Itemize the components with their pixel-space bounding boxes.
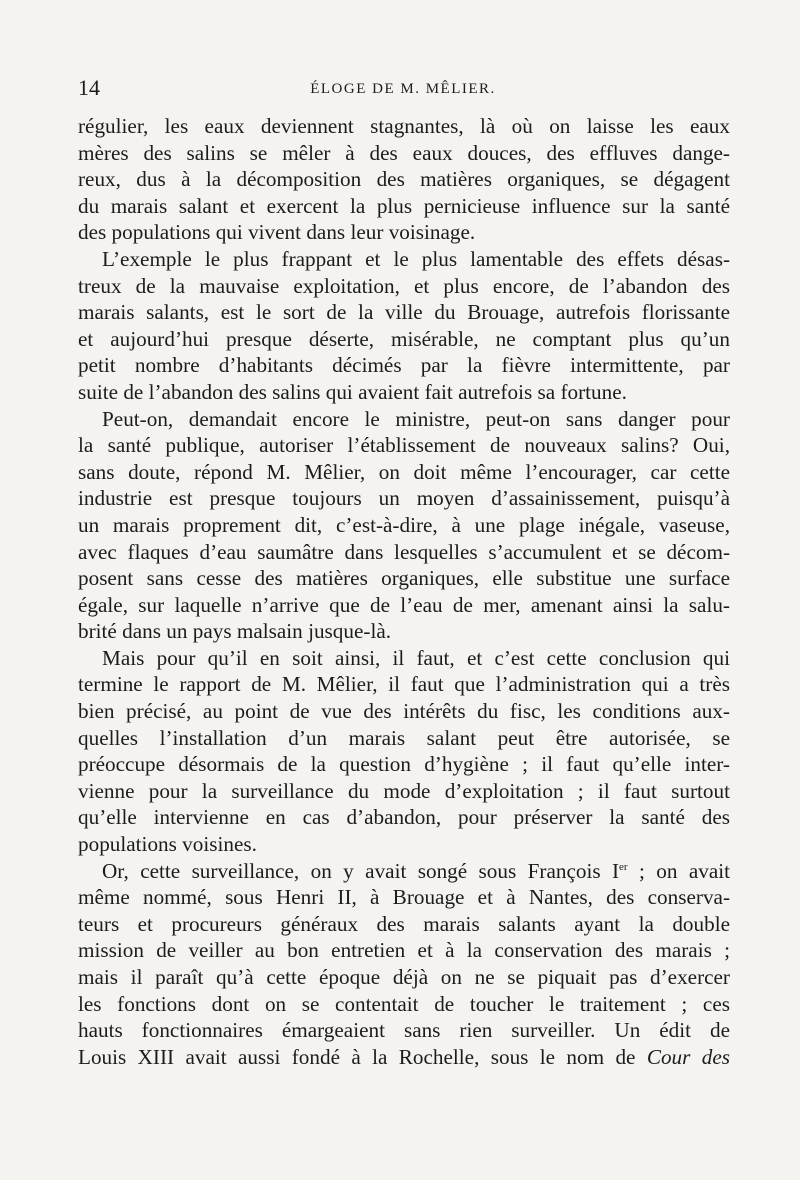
text-line-content: Or, cette surveillance, on y avait songé sous François I [102,858,620,883]
text-line [78,219,730,246]
body-text [78,113,730,1070]
text-line [78,352,730,379]
text-line [78,671,730,698]
text-line [78,113,730,140]
text-line-content: Louis XIII avait aussi fondé à la Rochelle, sous le nom de [78,1044,647,1069]
text-line-continuation: ; on avait [627,858,730,883]
text-line [78,698,730,725]
text-line [78,884,730,911]
text-line-content: la santé publique, autoriser l’établissement de nouveaux salins? Oui, [78,433,730,458]
text-line [78,459,730,486]
text-line [78,804,730,831]
italic-text: Cour des [646,1044,731,1069]
text-line [78,326,730,353]
text-line-content: sans doute, répond M. Mêlier, on doit même l’encourager, car cette [78,459,730,484]
text-line [78,140,730,167]
text-line-content: et aujourd’hui presque déserte, misérable, ne comptant plus qu’un [78,326,730,351]
text-line-content: vienne pour la surveillance du mode d’exploitation ; il faut surtout [78,778,730,803]
text-line-content: reux, dus à la décomposition des matières organiques, se dégagent [78,167,730,192]
superscript: er [619,860,628,873]
text-line [78,645,730,672]
text-line-content: marais salants, est le sort de la ville du Brouage, autrefois florissante [78,300,730,325]
text-line [78,539,730,566]
text-line-content: brité dans un pays malsain jusque-là. [78,619,392,644]
text-line [78,512,730,539]
text-line-content: même nommé, sous Henri II, à Brouage et à Nantes, des conserva- [78,885,730,910]
text-line-content: mais il paraît qu’à cette époque déjà on ne se piquait pas d’exercer [78,965,730,989]
text-line-content: qu’elle intervienne en cas d’abandon, pour préserver la santé des [78,805,730,830]
text-line-content: populations voisines. [78,832,257,857]
text-line [78,273,730,300]
text-line [78,432,730,459]
text-line [78,1017,730,1044]
text-line-content: L’exemple le plus frappant et le plus lamentable des effets désas- [102,246,730,271]
text-line-content: mères des salins se mêler à des eaux douces, des effluves dange- [78,140,730,165]
text-line-content: Peut-on, demandait encore le ministre, peut-on sans danger pour [102,406,730,431]
text-line-content: un marais proprement dit, c’est-à-dire, à une plage inégale, vaseuse, [78,512,730,537]
text-line [78,166,730,193]
text-line [78,618,730,645]
text-line-content: mission de veiller au bon entretien et à la conservation des marais ; [78,938,730,963]
text-line-content: treux de la mauvaise exploitation, et plus encore, de l’abandon des [78,273,730,298]
text-line-content: hauts fonctionnaires émargeaient sans rien surveiller. Un édit de [78,1018,730,1043]
text-line-content: du marais salant et exercent la plus pernicieuse influence sur la santé [78,193,730,218]
text-line [78,246,730,273]
text-line [78,592,730,619]
text-line [78,751,730,778]
text-line [78,778,730,805]
text-line-content: termine le rapport de M. Mêlier, il faut que l’administration qui a très [78,672,730,697]
page-header [78,74,728,102]
text-line [78,858,730,885]
text-line-content: les fonctions dont on se contentait de toucher le traitement ; ces [78,991,730,1016]
text-line [78,193,730,220]
page-number: 14 [78,75,100,100]
text-line-content: industrie est presque toujours un moyen d’assainissement, puisqu’à [78,486,730,511]
text-line [78,379,730,406]
running-title: ÉLOGE DE M. MÊLIER. [310,81,496,97]
text-line [78,991,730,1018]
text-line [78,565,730,592]
text-line [78,964,730,991]
text-line-content: bien précisé, au point de vue des intérêts du fisc, les conditions aux- [78,699,730,724]
text-line-content: des populations qui vivent dans leur voisinage. [78,220,476,245]
text-line [78,406,730,433]
text-line-content: égale, sur laquelle n’arrive que de l’eau de mer, amenant ainsi la salu- [78,592,730,617]
text-line-content: préoccupe désormais de la question d’hygiène ; il faut qu’elle inter- [78,752,730,777]
text-line [78,1044,730,1071]
text-line-content: suite de l’abandon des salins qui avaient fait autrefois sa fortune. [78,379,627,404]
text-line [78,911,730,938]
text-line-content: quelles l’installation d’un marais salant peut être autorisée, se [78,725,730,750]
text-line-content: posent sans cesse des matières organiques, elle substitue une surface [78,566,730,591]
text-line [78,485,730,512]
text-line-content: Mais pour qu’il en soit ainsi, il faut, et c’est cette conclusion qui [102,645,730,670]
text-line [78,831,730,858]
text-line [78,725,730,752]
text-line-content: avec flaques d’eau saumâtre dans lesquelles s’accumulent et se décom- [78,539,730,564]
text-line [78,937,730,964]
text-line-content: petit nombre d’habitants décimés par la fièvre intermittente, par [78,353,730,378]
text-line [78,299,730,326]
text-line-content: teurs et procureurs généraux des marais salants ayant la double [78,911,730,936]
text-line-content: régulier, les eaux deviennent stagnantes, là où on laisse les eaux [78,114,730,138]
